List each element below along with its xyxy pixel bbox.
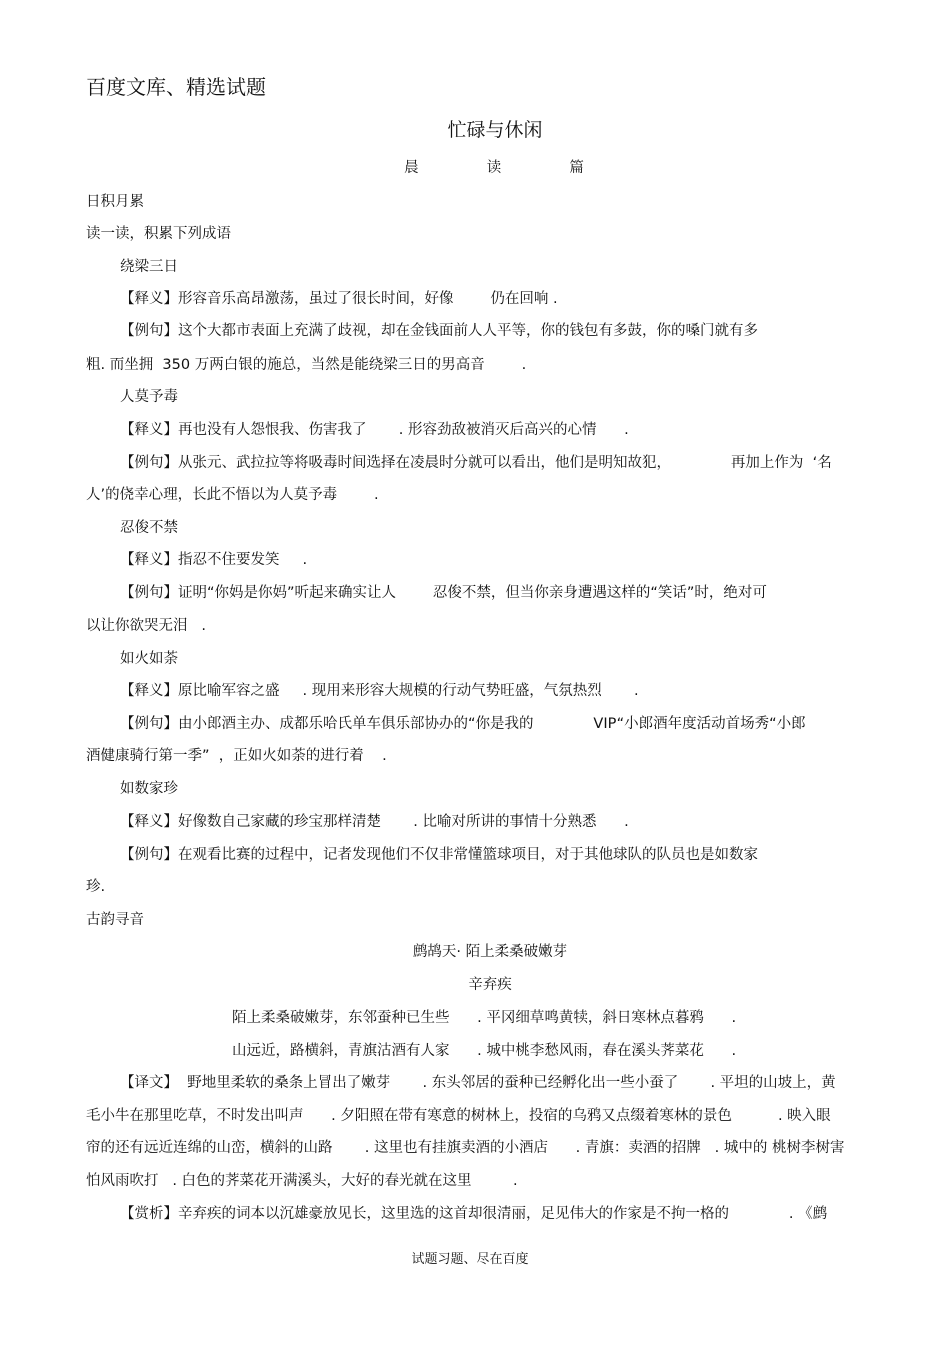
example-line: 【例句】这个大都市表面上充满了歧视，却在金钱面前人人平等，你的钱包有多鼓，你的嗓门就有多: [120, 323, 758, 339]
idiom-heading: 人莫予毒: [120, 389, 178, 405]
section-subtitle: 晨 读 篇: [404, 160, 586, 176]
example-line: 酒健康骑行第一季” ，正如火如荼的进行着 .: [86, 748, 387, 764]
example-line: 【例句】证明“你妈是你妈”听起来确实让人 忍俊不禁，但当你亲身遭遇这样的“笑话”时，绝对可: [120, 585, 767, 601]
example-line: 粗. 而坐拥 350 万两白银的施总，当然是能绕梁三日的男高音 .: [86, 357, 527, 373]
definition-line: 【释义】原比喻军容之盛 . 现用来形容大规模的行动气势旺盛，气氛热烈 .: [120, 683, 639, 699]
section-heading: 日积月累: [86, 194, 144, 210]
translation-line: 怕风雨吹打 . 白色的荠菜花开满溪头，大好的春光就在这里 .: [86, 1173, 518, 1189]
idiom-heading: 如数家珍: [120, 781, 178, 797]
page-footer: 试题习题、尽在百度: [411, 1252, 529, 1267]
definition-line: 【释义】再也没有人怨恨我、伤害我了 . 形容劲敌被消灭后高兴的心情 .: [120, 422, 629, 438]
translation-line: 【译文】 野地里柔软的桑条上冒出了嫩芽 . 东头邻居的蚕种已经孵化出一些小蚕了 . 平坦的山坡上，黄: [120, 1075, 836, 1091]
definition-line: 【释义】好像数自己家藏的珍宝那样清楚 . 比喻对所讲的事情十分熟悉 .: [120, 814, 629, 830]
example-line: 【例句】由小郎酒主办、成都乐哈氏单车俱乐部协办的“你是我的 VIP“小郎酒年度活动首场秀“小郎: [120, 716, 806, 732]
example-line: 【例句】从张元、武拉拉等将吸毒时间选择在凌晨时分就可以看出，他们是明知故犯， 再加上作为 ‘名: [120, 455, 832, 471]
translation-line: 毛小牛在那里吃草，不时发出叫声 . 夕阳照在带有寒意的树林上，投宿的乌鸦又点缀着寒林的景色 . 映入眼: [86, 1108, 831, 1124]
page-header: 百度文库、精选试题: [86, 75, 266, 99]
poem-line: 陌上柔桑破嫩芽，东邻蚕种已生些 . 平冈细草鸣黄犊，斜日寒林点暮鸦 .: [232, 1010, 737, 1026]
poem-author: 辛弃疾: [468, 977, 512, 993]
appreciation-line: 【赏析】辛弃疾的词本以沉雄豪放见长，这里选的这首却很清丽，足见伟大的作家是不拘一格的 . 《鹧: [120, 1206, 828, 1222]
idiom-heading: 如火如荼: [120, 651, 178, 667]
section-heading: 古韵寻音: [86, 912, 144, 928]
poem-line: 山远近，路横斜，青旗沽酒有人家 . 城中桃李愁风雨，春在溪头荠菜花 .: [232, 1043, 737, 1059]
idiom-heading: 忍俊不禁: [120, 520, 178, 536]
definition-line: 【释义】指忍不住要发笑 .: [120, 552, 308, 568]
definition-line: 【释义】形容音乐高昂激荡，虽过了很长时间，好像 仍在回响 .: [120, 291, 558, 307]
example-line: 珍.: [86, 879, 106, 895]
example-line: 人’的侥幸心理，长此不悟以为人莫予毒 .: [86, 487, 379, 503]
instruction-line: 读一读，积累下列成语: [86, 226, 231, 242]
poem-title: 鹧鸪天· 陌上柔桑破嫩芽: [412, 944, 568, 960]
translation-line: 帘的还有远近连绵的山峦，横斜的山路 . 这里也有挂旗卖酒的小酒店 . 青旗：卖酒的招牌 . 城中的 桃树李树害: [86, 1140, 845, 1156]
article-title: 忙碌与休闲: [447, 119, 543, 141]
idiom-heading: 绕梁三日: [120, 259, 178, 275]
example-line: 以让你欲哭无泪 .: [86, 618, 206, 634]
example-line: 【例句】在观看比赛的过程中，记者发现他们不仅非常懂篮球项目，对于其他球队的队员也是如数家: [120, 847, 758, 863]
